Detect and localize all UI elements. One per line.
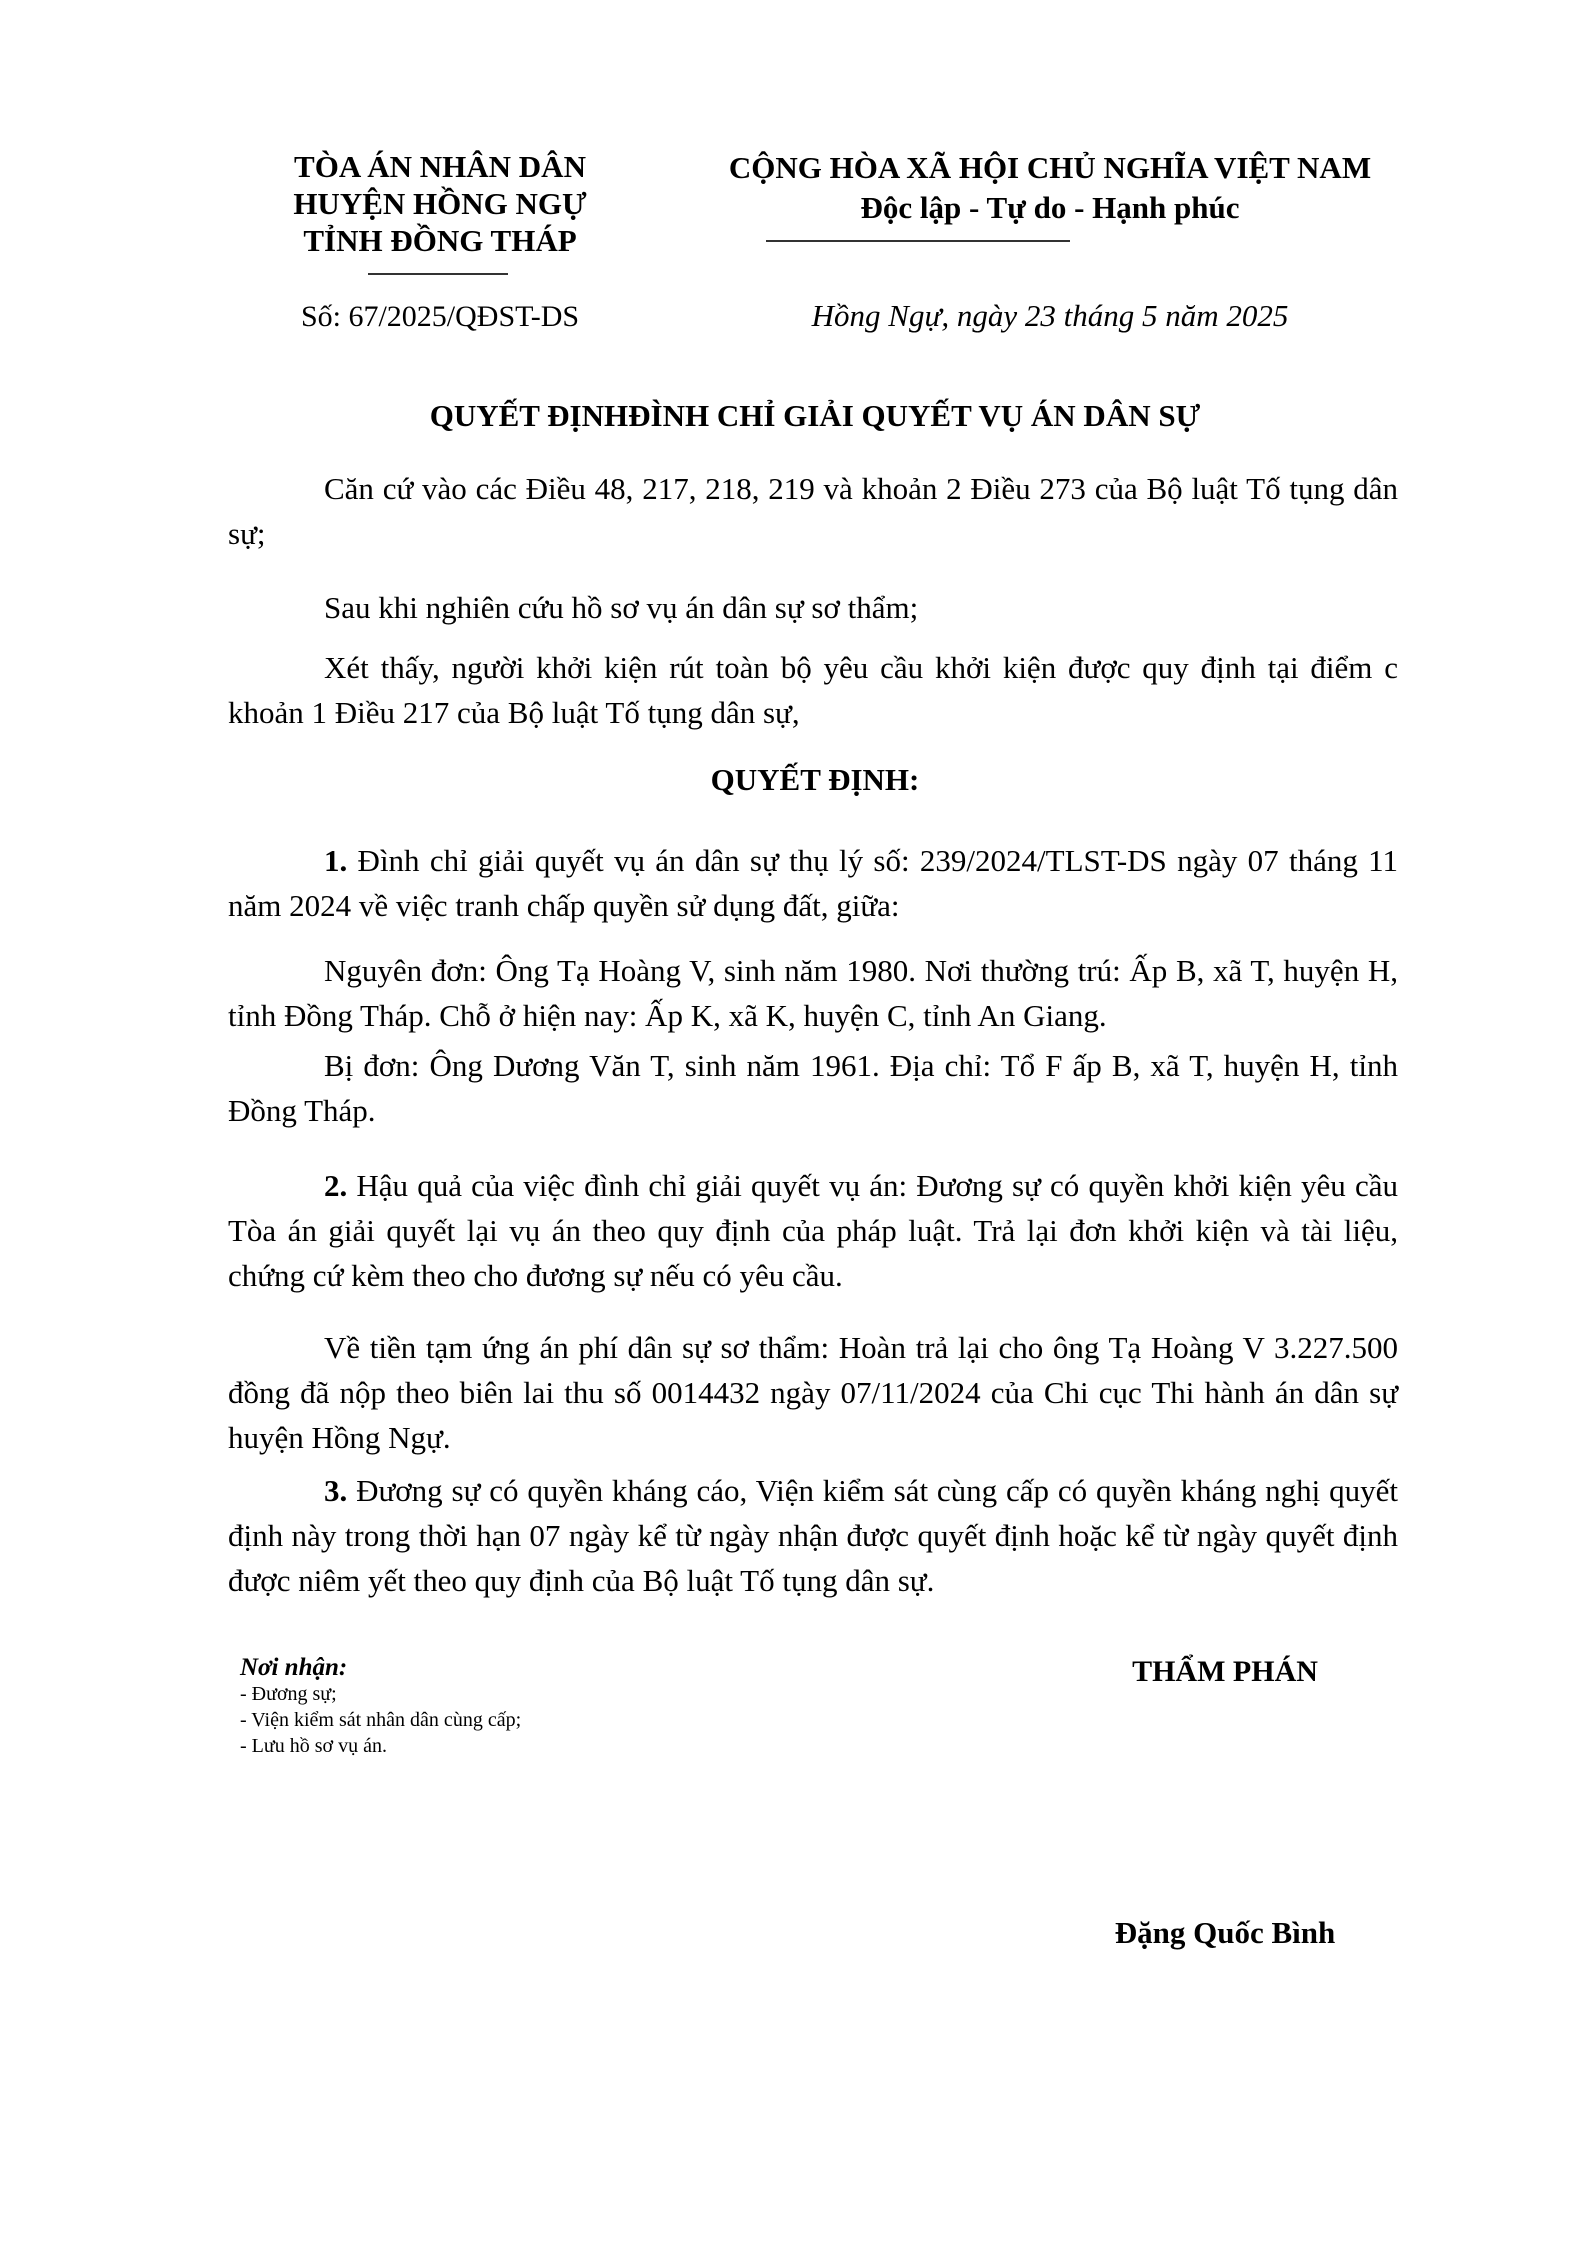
national-header <box>660 148 1440 228</box>
document-number: Số: 67/2025/QĐST-DS <box>300 300 580 333</box>
document-title: QUYẾT ĐỊNHĐÌNH CHỈ GIẢI QUYẾT VỤ ÁN DÂN SỰ <box>429 398 1201 433</box>
preamble-consideration: Xét thấy, người khởi kiện rút toàn bộ yêu cầu khởi kiện được quy định tại điểm c khoản 1 Điều 217 của Bộ luật Tố tụng dân sự, <box>228 650 1398 730</box>
plaintiff-info: Nguyên đơn: Ông Tạ Hoàng V, sinh năm 1980. Nơi thường trú: Ấp B, xã T, huyện H, tỉnh Đồng Tháp. Chỗ ở hiện nay: Ấp K, xã K, huyện C, tỉnh An Giang. <box>228 953 1398 1033</box>
place-date: Hồng Ngự, ngày 23 tháng 5 năm 2025 <box>811 298 1289 333</box>
court-divider <box>368 273 508 275</box>
decision-item-1 <box>228 838 1398 928</box>
court-line: TÒA ÁN NHÂN DÂN <box>294 149 586 184</box>
item-text: Đình chỉ giải quyết vụ án dân sự thụ lý số: 239/2024/TLST-DS ngày 07 tháng 11 năm 2024 về việc tranh chấp quyền sử dụng đất, giữa: <box>228 843 1398 923</box>
court-name <box>240 148 640 259</box>
item-number: 3. <box>324 1473 348 1508</box>
decision-item-2 <box>228 1163 1398 1298</box>
item-text: Hậu quả của việc đình chỉ giải quyết vụ án: Đương sự có quyền khởi kiện yêu cầu Tòa án giải quyết lại vụ án theo quy định của pháp luật. Trả lại đơn khởi kiện và tài liệu, chứng cứ kèm theo cho đương sự nếu có yêu cầu. <box>228 1168 1398 1293</box>
signer-name: Đặng Quốc Bình <box>1114 1915 1336 1950</box>
item-number: 1. <box>324 843 348 878</box>
motto: Độc lập - Tự do - Hạnh phúc <box>860 190 1240 225</box>
item-number: 2. <box>324 1168 348 1203</box>
recipient-item: - Lưu hồ sơ vụ án. <box>240 1735 387 1757</box>
recipient-item: - Viện kiểm sát nhân dân cùng cấp; <box>240 1709 522 1731</box>
defendant-info: Bị đơn: Ông Dương Văn T, sinh năm 1961. Địa chỉ: Tổ F ấp B, xã T, huyện H, tỉnh Đồng Tháp. <box>228 1048 1398 1128</box>
court-fee-refund: Về tiền tạm ứng án phí dân sự sơ thẩm: Hoàn trả lại cho ông Tạ Hoàng V 3.227.500 đồng đã nộp theo biên lai thu số 0014432 ngày 07/11/2024 của Chi cục Thi hành án dân sự huyện Hồng Ngự. <box>228 1330 1398 1455</box>
recipient-item: - Đương sự; <box>240 1683 337 1705</box>
recipients <box>240 1655 521 1759</box>
signer-role: THẨM PHÁN <box>1132 1655 1318 1688</box>
motto-divider <box>766 240 1070 242</box>
court-line: TỈNH ĐỒNG THÁP <box>303 223 577 258</box>
preamble-legal-basis: Căn cứ vào các Điều 48, 217, 218, 219 và khoản 2 Điều 273 của Bộ luật Tố tụng dân sự; <box>228 471 1398 551</box>
decision-item-3 <box>228 1468 1398 1603</box>
republic-name: CỘNG HÒA XÃ HỘI CHỦ NGHĨA VIỆT NAM <box>728 150 1372 185</box>
item-text: Đương sự có quyền kháng cáo, Viện kiểm sát cùng cấp có quyền kháng nghị quyết định này trong thời hạn 07 ngày kể từ ngày nhận được quyết định hoặc kể từ ngày quyết định được niêm yết theo quy định của Bộ luật Tố tụng dân sự. <box>228 1473 1398 1598</box>
court-line: HUYỆN HỒNG NGỰ <box>293 186 587 221</box>
preamble-review: Sau khi nghiên cứu hồ sơ vụ án dân sự sơ thẩm; <box>324 590 919 625</box>
decision-heading: QUYẾT ĐỊNH: <box>710 762 920 797</box>
recipients-heading: Nơi nhận: <box>240 1654 348 1681</box>
